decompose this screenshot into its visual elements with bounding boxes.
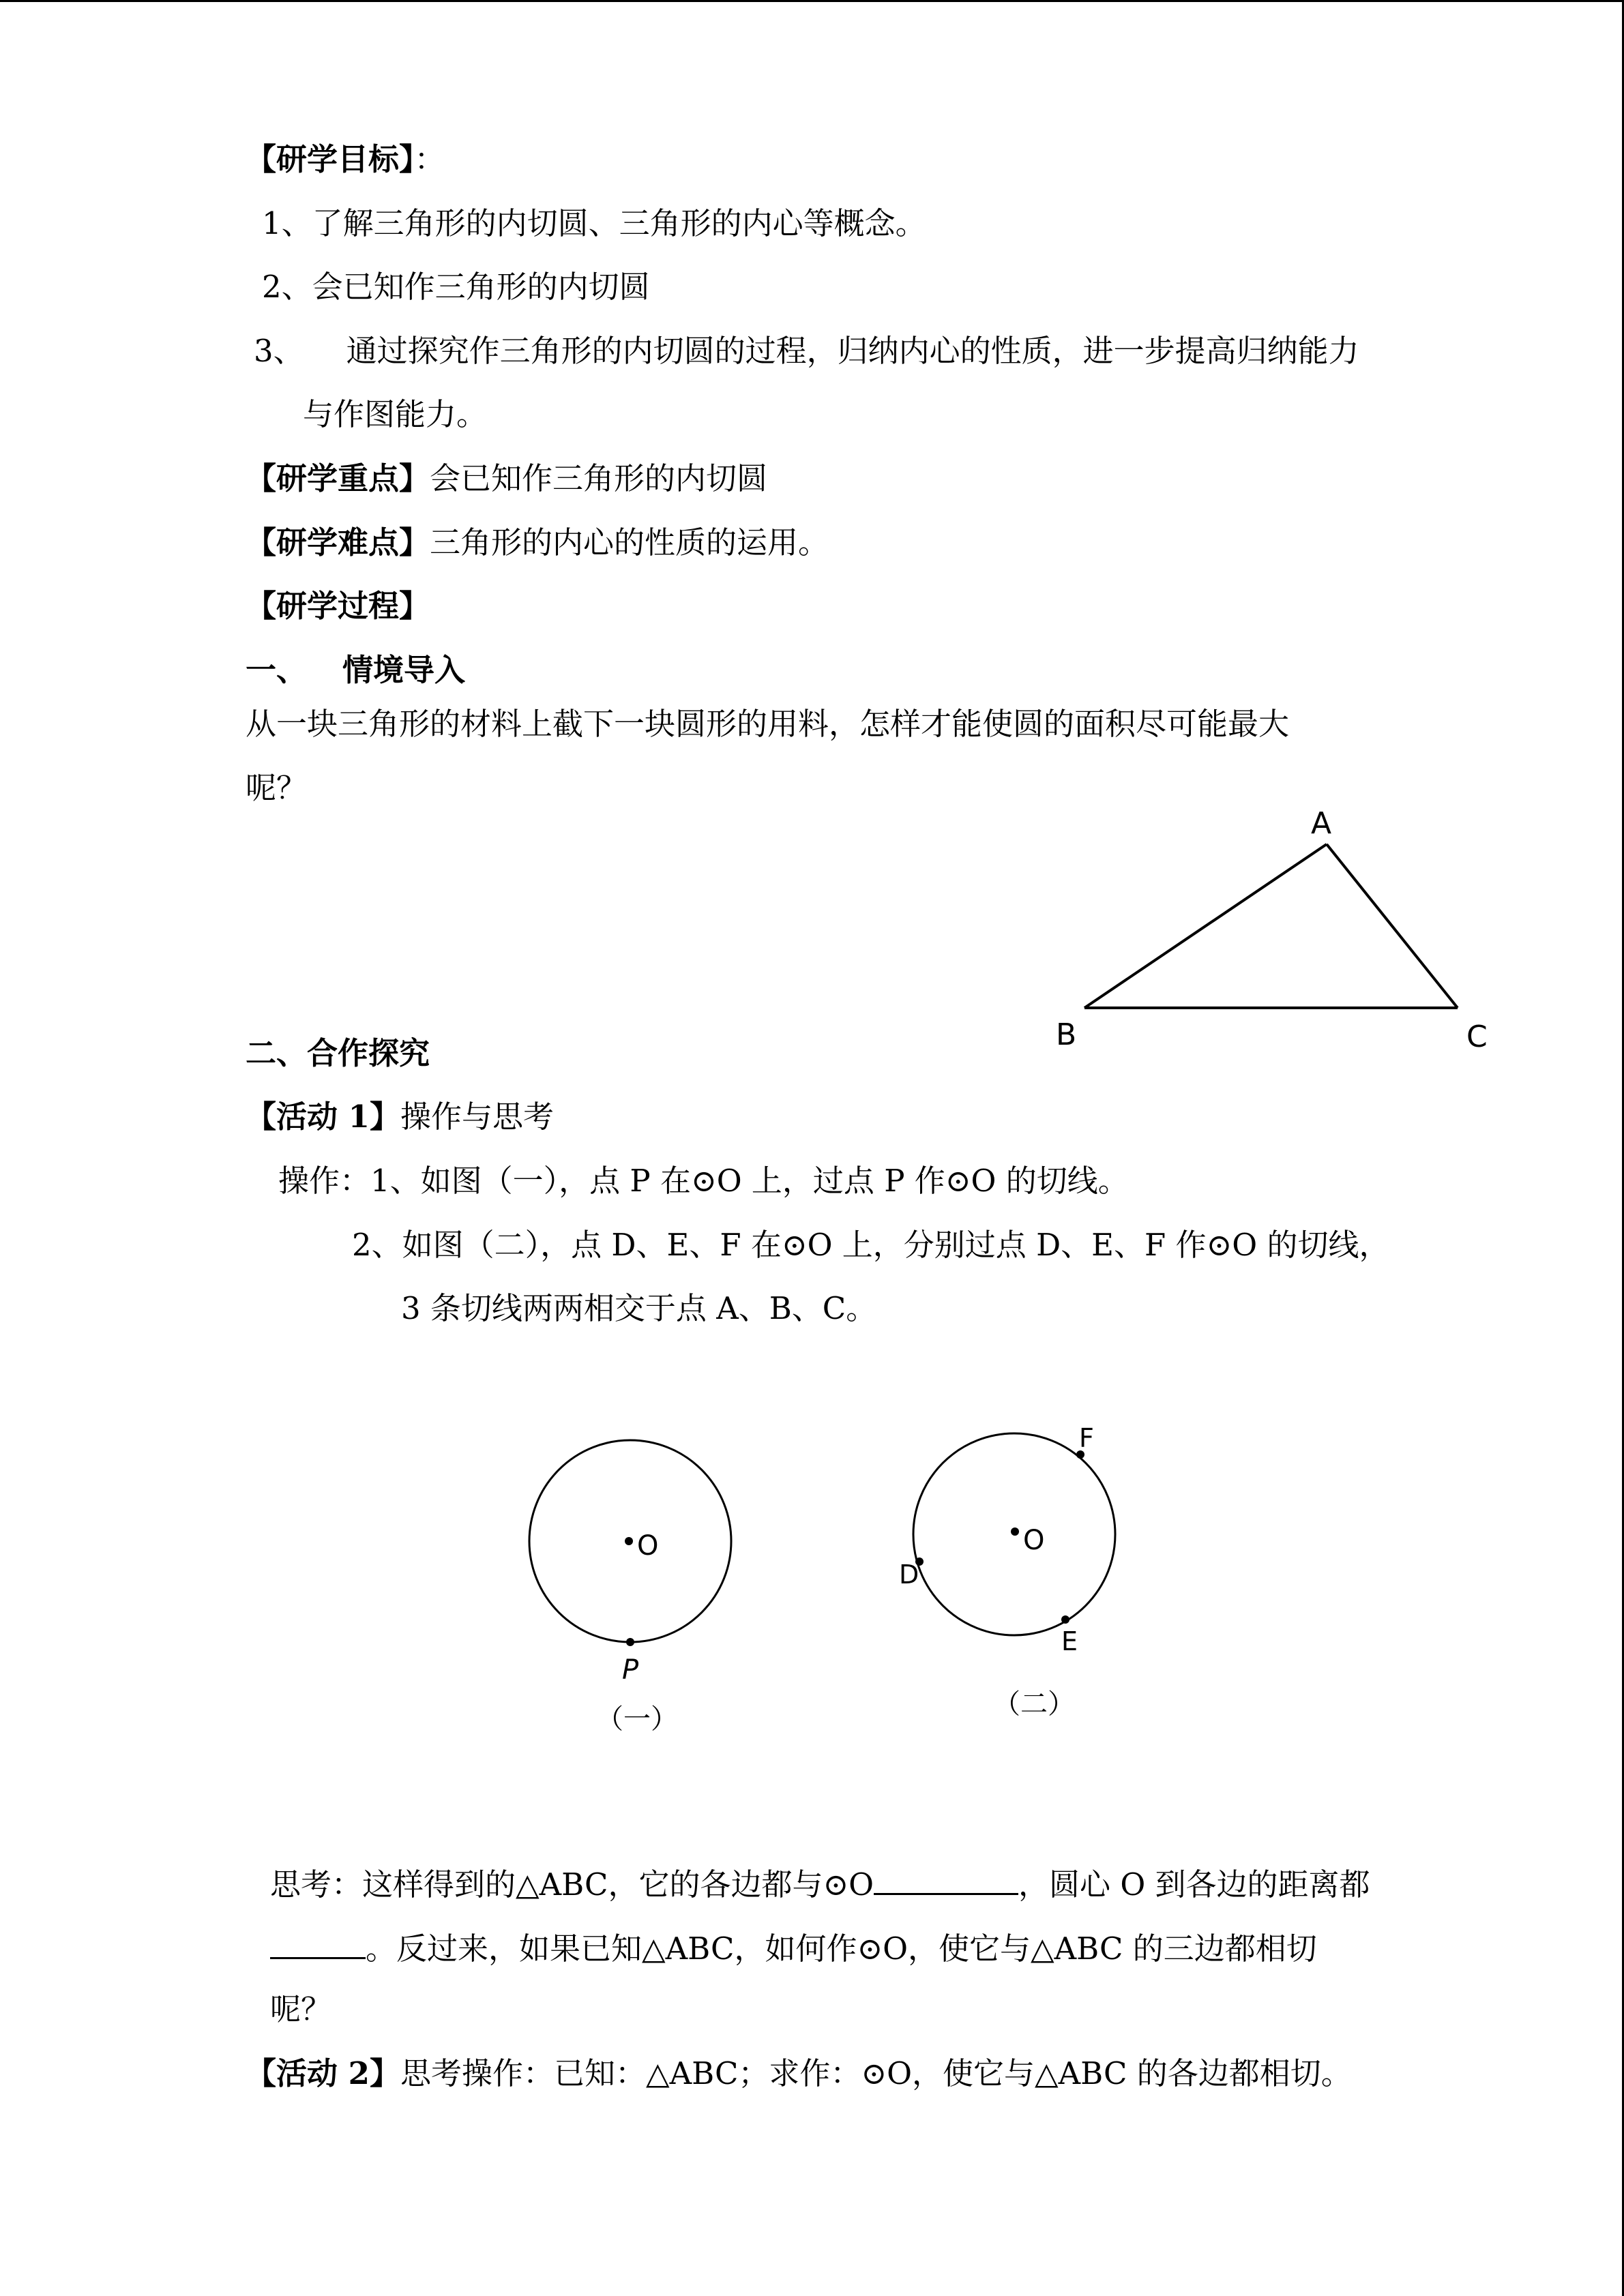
point-label-e: E — [1061, 1626, 1078, 1656]
center-label-2: O — [1023, 1525, 1045, 1556]
section1-number: 一、 — [246, 652, 308, 688]
circle-figure-1 — [529, 1440, 731, 1735]
tangent-point-p — [626, 1638, 634, 1646]
activity1-title: 操作与思考 — [400, 1099, 554, 1135]
think-line2-text: 。反过来，如果已知△ABC，如何作⊙O，使它与△ABC 的三边都相切 — [366, 1930, 1317, 1967]
triangle-side-ac — [1327, 844, 1458, 1008]
section1-title: 情境导入 — [342, 652, 466, 688]
think-line3: 呢？ — [270, 1991, 332, 2027]
triangle-label-a: A — [1311, 806, 1332, 841]
objective-item-3-text: 通过探究作三角形的内切圆的过程，归纳内心的性质，进一步提高归纳能力 — [346, 333, 1359, 369]
think-line1-start: 思考：这样得到的△ABC，它的各边都与⊙O — [270, 1866, 874, 1903]
activity1-step2: 2、如图（二），点 D、E、F 在⊙O 上，分别过点 D、E、F 作⊙O 的切线， — [352, 1227, 1390, 1263]
point-label-d: D — [899, 1560, 919, 1590]
point-label-f: F — [1079, 1423, 1094, 1453]
figure2-caption: （二） — [993, 1688, 1075, 1720]
objective-item-3-number: 3、 — [254, 333, 304, 369]
objectives-heading-colon: ： — [414, 141, 445, 177]
section1-question-line2: 呢？ — [246, 770, 308, 806]
objectives-heading: 【研学目标】 — [246, 141, 415, 177]
section2-heading: 二、合作探究 — [246, 1035, 430, 1071]
triangle-label-b: B — [1056, 1017, 1077, 1052]
center-label-1: O — [637, 1530, 659, 1562]
center-point-2 — [1011, 1527, 1019, 1536]
activity2-label: 【活动 2】 — [246, 2055, 400, 2091]
objective-item-3-continued: 与作图能力。 — [303, 396, 488, 432]
objective-item-1: 1、了解三角形的内切圆、三角形的内心等概念。 — [262, 205, 926, 241]
tangent-point-e — [1061, 1615, 1069, 1624]
key-point-text: 会已知作三角形的内切圆 — [430, 460, 768, 496]
figure1-caption: （一） — [596, 1703, 678, 1735]
activity1-step1: 操作：1、如图（一），点 P 在⊙O 上，过点 P 作⊙O 的切线。 — [278, 1163, 1129, 1199]
think-line1-end: ，圆心 O 到各边的距离都 — [1018, 1866, 1370, 1903]
process-heading: 【研学过程】 — [246, 588, 430, 624]
triangle-label-c: C — [1466, 1019, 1488, 1054]
difficulty-label: 【研学难点】 — [246, 524, 430, 561]
difficulty-text: 三角形的内心的性质的运用。 — [430, 524, 829, 561]
circle-figure-2 — [899, 1423, 1115, 1720]
key-point-label: 【研学重点】 — [246, 460, 430, 496]
point-label-p: P — [622, 1654, 639, 1686]
activity1-label: 【活动 1】 — [246, 1099, 400, 1135]
triangle-figure — [1056, 806, 1488, 1054]
center-point-1 — [625, 1537, 633, 1545]
objective-item-2: 2、会已知作三角形的内切圆 — [262, 269, 650, 305]
activity1-step2-continued: 3 条切线两两相交于点 A、B、C。 — [401, 1290, 877, 1326]
triangle-side-ab — [1084, 844, 1327, 1008]
activity2-text: 思考操作：已知：△ABC；求作：⊙O，使它与△ABC 的各边都相切。 — [400, 2055, 1352, 2091]
section1-question-line1: 从一块三角形的材料上截下一块圆形的用料，怎样才能使圆的面积尽可能最大 — [246, 706, 1290, 742]
